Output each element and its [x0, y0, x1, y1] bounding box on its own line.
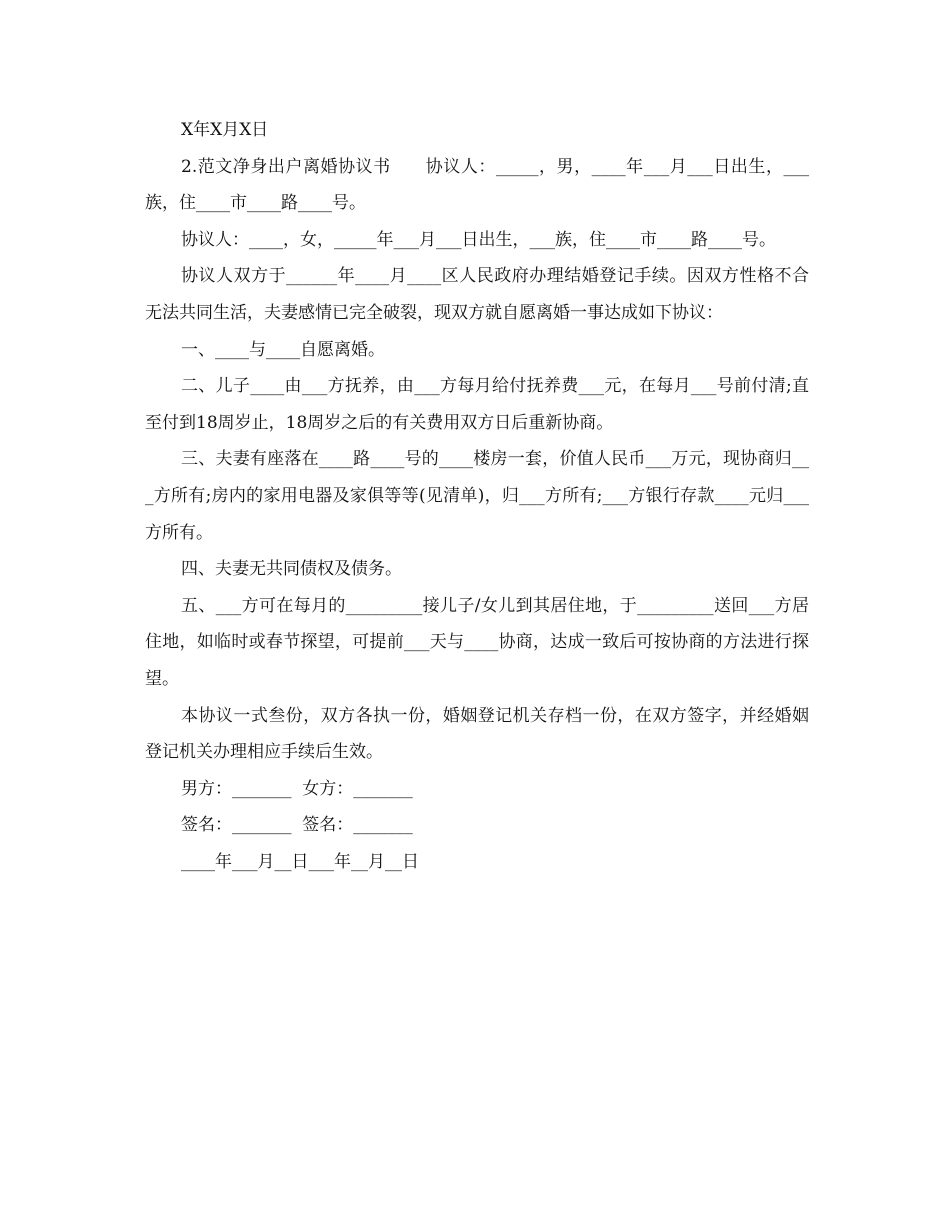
- clause-one: 一、____与____自愿离婚。: [181, 339, 385, 360]
- effectiveness-paragraph: 本协议一式叁份，双方各执一份，婚姻登记机关存档一份，在双方签字，并经婚姻登记机关办理相应手续后生效。: [145, 705, 809, 763]
- clause-three: 三、夫妻有座落在____路____号的____楼房一套，价值人民币___万元，现协商归___方所有;房内的家用电器及家俱等等(见清单)，归___方所有;___方银行存款____元归___方所有。: [145, 449, 809, 543]
- clause-five: 五、___方可在每月的_________接儿子/女儿到其居住地，于_________送回___方居住地，如临时或春节探望，可提前___天与____协商，达成一致后可按协商的方法进行探望。: [145, 595, 809, 689]
- date-line: X年X月X日: [181, 120, 269, 140]
- clause-four: 四、夫妻无共同债权及债务。: [181, 559, 402, 580]
- party-two-paragraph: 协议人：____，女，_____年___月___日出生，___族，住____市____路____号。: [181, 229, 776, 250]
- marriage-registration-paragraph: 协议人双方于______年____月____区人民政府办理结婚登记手续。因双方性格不合无法共同生活，夫妻感情已完全破裂，现双方就自愿离婚一事达成如下协议：: [145, 266, 809, 323]
- clause-two: 二、儿子____由___方抚养，由___方每月给付抚养费___元，在每月___号前付清;直至付到18周岁止，18周岁之后的有关费用双方日后重新协商。: [145, 376, 809, 433]
- signature-date-line: ____年___月__日___年__月__日: [181, 851, 419, 872]
- document-body: [145, 112, 809, 880]
- signature-party-line: 男方：_______ 女方：_______: [181, 778, 413, 799]
- signature-name-line: 签名：_______ 签名：_______: [181, 815, 413, 836]
- agreement-title-paragraph: 2.范文净身出户离婚协议书 协议人：_____，男，____年___月___日出生，___族，住____市____路____号。: [145, 156, 809, 214]
